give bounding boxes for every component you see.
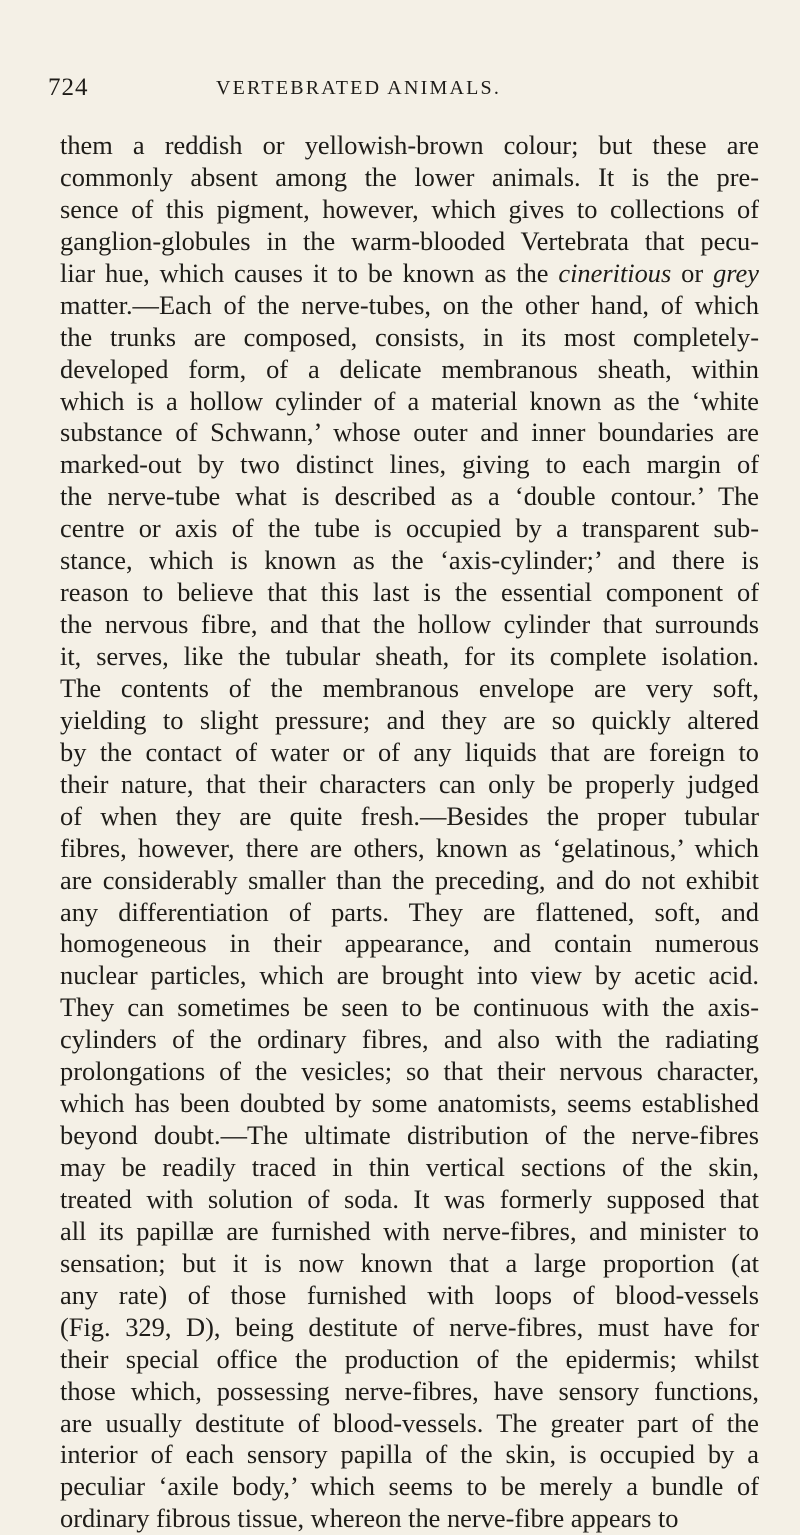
running-head (48, 74, 748, 104)
text-line: their special office the production of the epidermis; whilst (60, 1343, 759, 1374)
text-line: by the contact of water or of any liquids that are foreign to (60, 736, 759, 767)
text-line: any rate) of those furnished with loops of blood-vessels (60, 1279, 759, 1310)
text-line: which has been doubted by some anatomists, seems established (60, 1088, 759, 1119)
text-line: those which, possessing nerve-fibres, have sensory functions, (60, 1375, 759, 1406)
text-line: They can sometimes be seen to be continuous with the axis- (60, 992, 759, 1023)
text-line: homogeneous in their appearance, and contain numerous (60, 928, 759, 959)
text-line: developed form, of a delicate membranous sheath, within (60, 353, 759, 384)
text-line: nuclear particles, which are brought into view by acetic acid. (60, 960, 759, 991)
text-line: The contents of the membranous envelope are very soft, (60, 672, 759, 703)
text-line: the trunks are composed, consists, in its most completely- (60, 321, 759, 352)
text-line: ordinary fibrous tissue, whereon the nerve-fibre appears to (60, 1503, 679, 1534)
text-line: the nervous fibre, and that the hollow cylinder that surrounds (60, 609, 759, 640)
text-line: beyond doubt.—The ultimate distribution of the nerve-fibres (60, 1120, 759, 1151)
body-text (60, 130, 759, 1535)
text-line: centre or axis of the tube is occupied by a transparent sub- (60, 513, 759, 544)
text-line: it, serves, like the tubular sheath, for its complete isolation. (60, 641, 759, 671)
text-line: treated with solution of soda. It was formerly supposed that (60, 1183, 759, 1214)
text-line: stance, which is known as the ‘axis-cylinder;’ and there is (60, 545, 759, 576)
text-line: ganglion-globules in the warm-blooded Vertebrata that pecu- (60, 225, 759, 256)
text-line: of when they are quite fresh.—Besides the proper tubular (60, 800, 759, 831)
text-line: all its papillæ are furnished with nerve-fibres, and minister to (60, 1215, 759, 1246)
text-line: yielding to slight pressure; and they are so quickly altered (60, 704, 759, 735)
text-line: interior of each sensory papilla of the skin, is occupied by a (60, 1439, 759, 1470)
text-line: reason to believe that this last is the essential component of (60, 577, 759, 608)
text-line: may be readily traced in thin vertical sections of the skin, (60, 1152, 759, 1182)
text-line: cylinders of the ordinary fibres, and also with the radiating (60, 1024, 759, 1055)
text-line: marked-out by two distinct lines, giving to each margin of (60, 449, 759, 480)
text-line: (Fig. 329, D), being destitute of nerve-fibres, must have for (60, 1311, 759, 1342)
text-line: are usually destitute of blood-vessels. The greater part of the (60, 1407, 759, 1438)
text-line: the nerve-tube what is described as a ‘double contour.’ The (60, 481, 759, 512)
text-line: which is a hollow cylinder of a material known as the ‘white (60, 385, 759, 416)
running-title: VERTEBRATED ANIMALS. (216, 77, 502, 99)
text-line: liar hue, which causes it to be known as the cineritious or grey (60, 257, 759, 288)
text-line: their nature, that their characters can only be properly judged (60, 768, 759, 799)
text-line: fibres, however, there are others, known as ‘gelatinous,’ which (60, 832, 759, 863)
page-number: 724 (48, 74, 89, 101)
text-line: substance of Schwann,’ whose outer and inner boundaries are (60, 417, 759, 448)
text-line: are considerably smaller than the preceding, and do not exhibit (60, 864, 759, 895)
text-line: prolongations of the vesicles; so that their nervous character, (60, 1056, 759, 1087)
text-line: commonly absent among the lower animals. It is the pre- (60, 161, 759, 192)
text-line: matter.—Each of the nerve-tubes, on the other hand, of which (60, 289, 759, 320)
text-line: any differentiation of parts. They are flattened, soft, and (60, 896, 759, 927)
text-line: sence of this pigment, however, which gives to collections of (60, 193, 759, 224)
text-line: sensation; but it is now known that a large proportion (at (60, 1247, 759, 1278)
text-line: them a reddish or yellowish-brown colour; but these are (60, 130, 759, 160)
text-line: peculiar ‘axile body,’ which seems to be merely a bundle of (60, 1471, 759, 1502)
